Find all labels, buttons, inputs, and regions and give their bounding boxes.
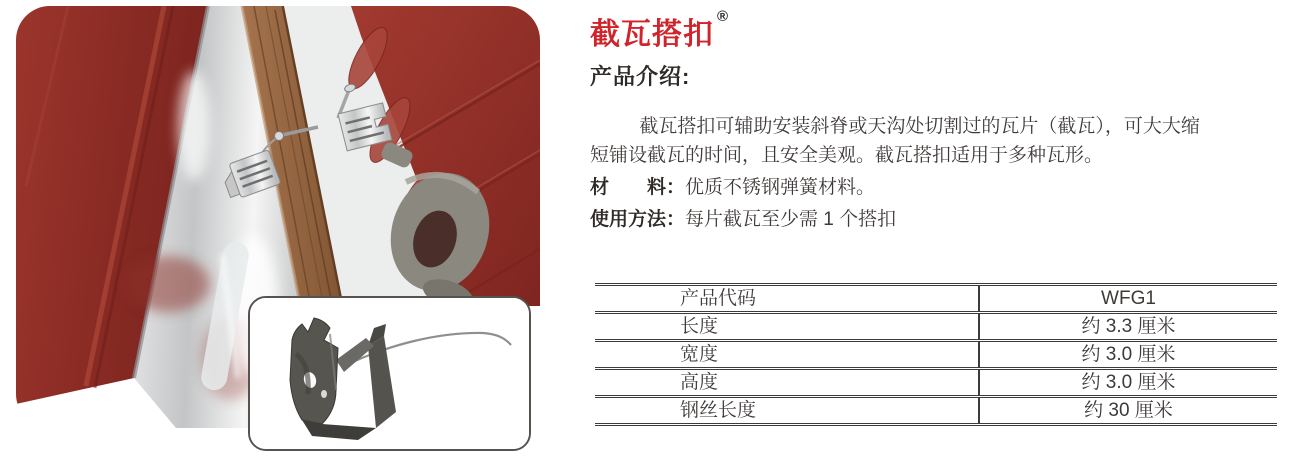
spec-value: 约 3.0 厘米 [978,342,1277,367]
table-row [595,314,1277,342]
spec-value: 约 3.3 厘米 [978,314,1277,339]
table-row [595,286,1277,314]
spec-label: 产品代码 [680,288,757,309]
tile-clip-illustration [250,298,529,449]
spec-table [595,283,1277,426]
description-line: 短铺设截瓦的时间，且安全美观。截瓦搭扣适用于多种瓦形。 [590,145,1104,166]
material-value: 优质不锈钢弹簧材料。 [685,177,876,198]
product-name: 截瓦搭扣 [590,18,714,51]
spec-label: 长度 [680,316,719,337]
material-label: 材 料： [590,177,686,198]
spec-value: 约 30 厘米 [978,398,1277,423]
table-row [595,342,1277,370]
usage-value: 每片截瓦至少需 1 个搭扣 [685,209,897,230]
product-inset-photo [248,296,531,451]
description-line: 截瓦搭扣可辅助安装斜脊或天沟处切割过的瓦片（截瓦），可大大缩 [639,116,1200,137]
material-row [590,173,1285,202]
page-title [590,8,729,52]
product-description-block [590,112,1285,234]
spec-label: 钢丝长度 [680,400,757,421]
spec-value: WFG1 [978,286,1277,311]
spec-value: 约 3.0 厘米 [978,370,1277,395]
usage-label: 使用方法： [590,209,686,230]
registered-trademark: ® [717,8,729,25]
spec-label: 宽度 [680,344,719,365]
spec-label: 高度 [680,372,719,393]
intro-heading: 产品介绍: [590,64,691,89]
usage-row [590,205,1285,234]
table-row [595,370,1277,398]
table-row [595,398,1277,426]
